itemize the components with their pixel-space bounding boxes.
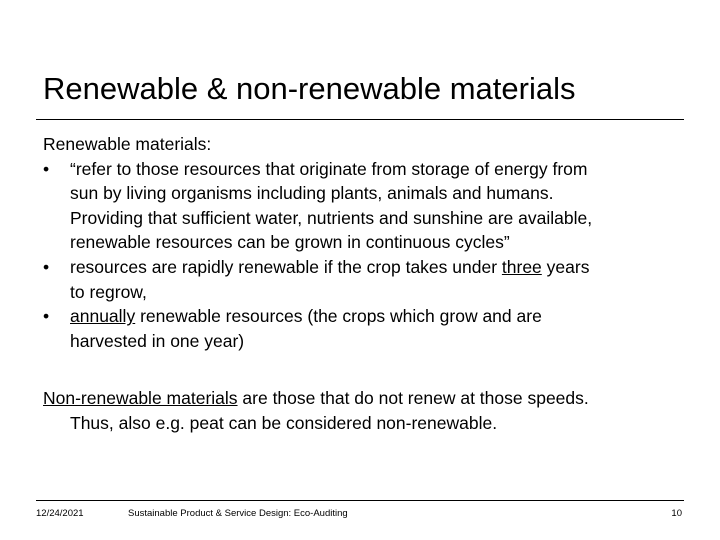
footer-page-number: 10 — [671, 508, 682, 519]
rapid-underlined-three: three — [501, 256, 542, 277]
footer-course-title: Sustainable Product & Service Design: Eco-Auditing — [128, 508, 348, 519]
annual-text-after: renewable resources (the crops which grow and are — [135, 306, 542, 327]
paragraph-gap — [43, 353, 683, 386]
rapid-text-after: years — [541, 256, 590, 277]
bullet-marker: • — [43, 256, 50, 277]
slide-title: Renewable & non-renewable materials — [43, 71, 576, 106]
bullet-definition — [43, 157, 683, 255]
bullet-rapidly-renewable — [43, 255, 683, 304]
rapid-line-2: to regrow, — [70, 281, 147, 302]
title-divider — [36, 119, 684, 120]
definition-line-1: “refer to those resources that originate from storage of energy from — [70, 158, 588, 179]
definition-line-3: Providing that sufficient water, nutrients and sunshine are available, — [70, 207, 593, 228]
slide-body — [43, 132, 683, 436]
nonrenewable-text-after: are those that do not renew at those speeds. — [237, 388, 589, 409]
nonrenewable-line-2: Thus, also e.g. peat can be considered non-renewable. — [70, 412, 498, 433]
annual-underlined: annually — [70, 306, 136, 327]
footer-divider — [36, 500, 684, 501]
definition-line-4: renewable resources can be grown in continuous cycles” — [70, 232, 510, 253]
bullet-marker: • — [43, 306, 50, 327]
bullet-marker: • — [43, 158, 50, 179]
footer-date: 12/24/2021 — [36, 508, 84, 519]
nonrenewable-underlined: Non-renewable materials — [43, 388, 238, 409]
renewable-heading: Renewable materials: — [43, 134, 212, 154]
definition-line-2: sun by living organisms including plants, animals and humans. — [70, 183, 554, 204]
annual-line-2: harvested in one year) — [70, 330, 245, 351]
nonrenewable-paragraph — [43, 386, 683, 435]
rapid-text-before: resources are rapidly renewable if the crop takes under — [70, 256, 502, 277]
bullet-annually-renewable — [43, 304, 683, 353]
